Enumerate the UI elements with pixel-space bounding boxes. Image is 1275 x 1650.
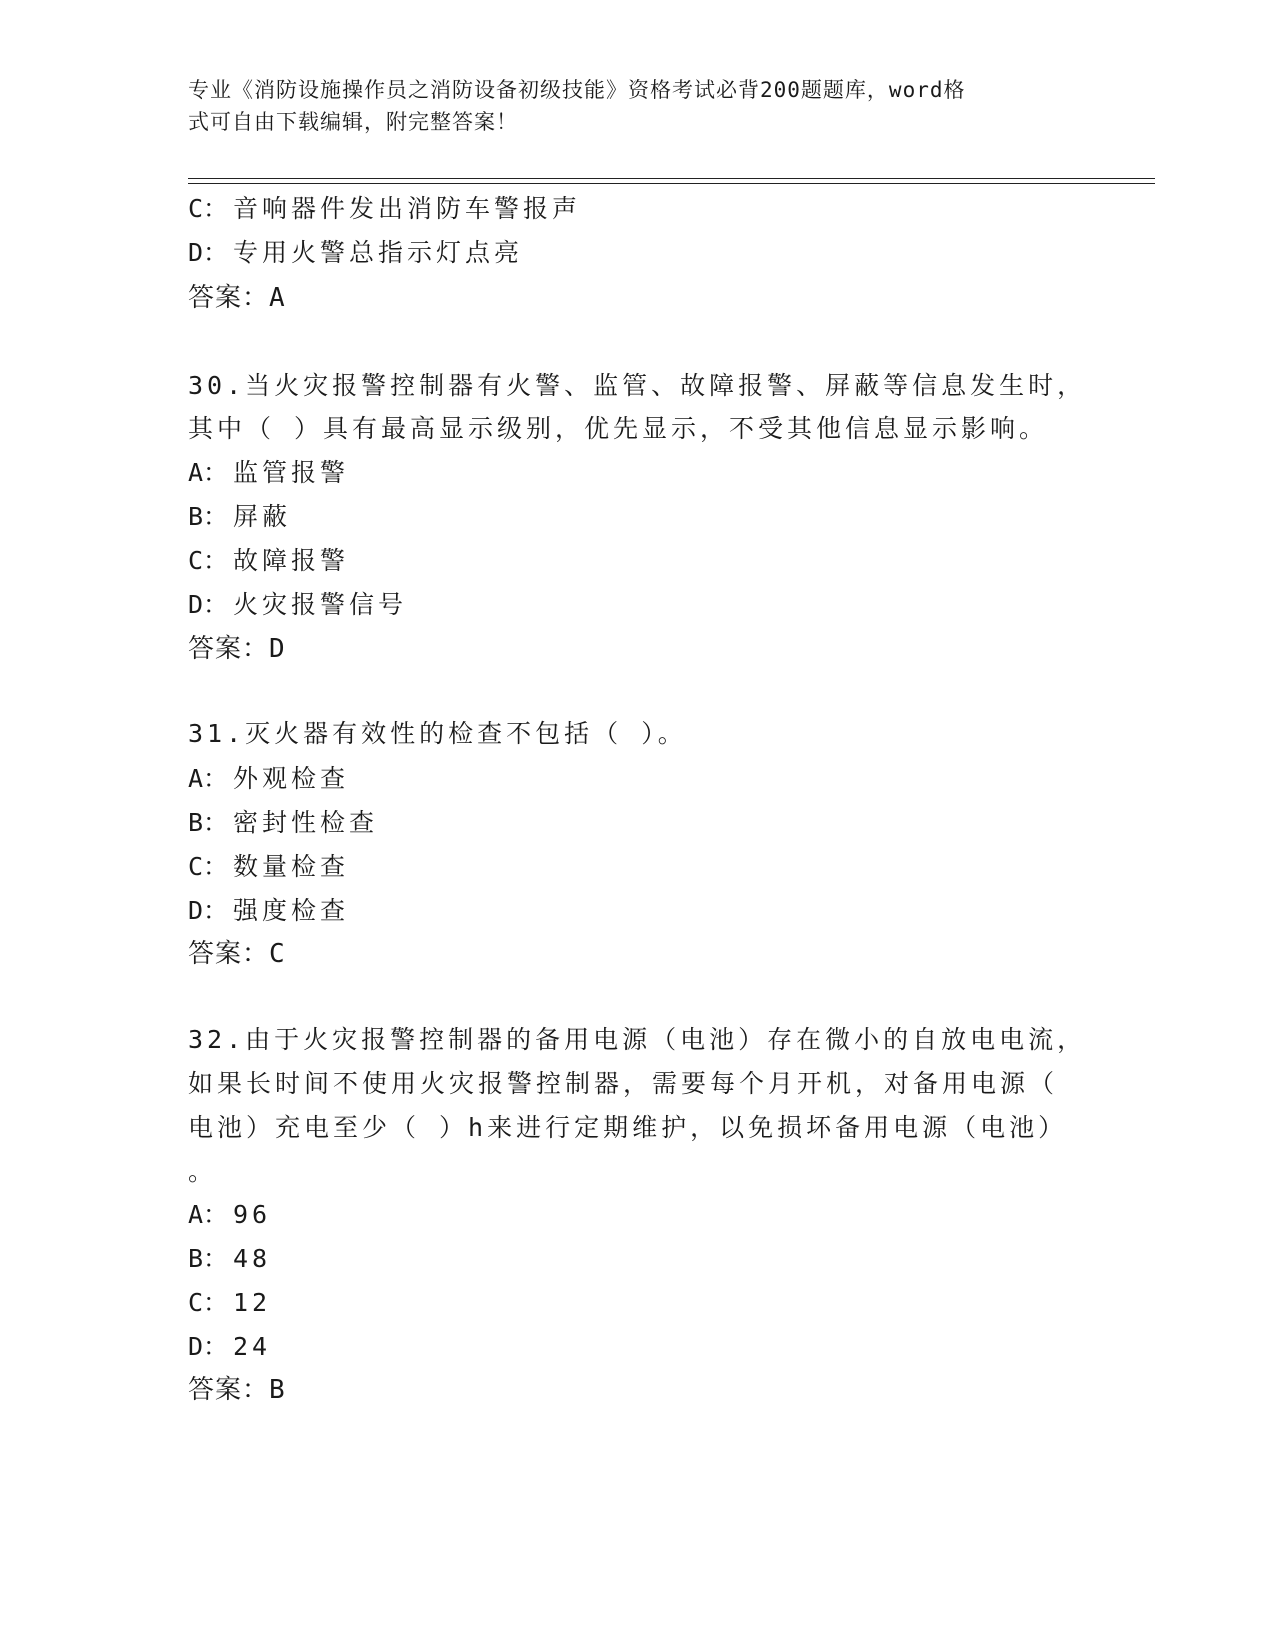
q31-option-c <box>188 852 349 882</box>
q30-stem-line-1: 30.当火灾报警控制器有火警、监管、故障报警、屏蔽等信息发生时， <box>188 371 1087 400</box>
answer-value: C <box>269 939 286 969</box>
q32-option-d <box>188 1332 271 1362</box>
option-text: 数量检查 <box>233 852 350 881</box>
header-line-1: 专业《消防设施操作员之消防设备初级技能》资格考试必背200题题库，word格 <box>188 78 966 102</box>
q32-option-b <box>188 1244 271 1274</box>
option-label: D： <box>188 590 229 619</box>
q31-option-d <box>188 896 349 926</box>
header-divider-bottom <box>188 183 1155 184</box>
option-label: C： <box>188 546 229 575</box>
option-label: D： <box>188 238 229 267</box>
option-label: B： <box>188 1244 229 1273</box>
q32-stem-line-1: 32.由于火灾报警控制器的备用电源（电池）存在微小的自放电电流， <box>188 1025 1087 1054</box>
answer-label: 答案： <box>188 283 270 313</box>
q32-answer <box>188 1375 286 1405</box>
option-label: C： <box>188 194 229 223</box>
q29-option-c <box>188 194 581 224</box>
option-label: A： <box>188 458 229 487</box>
q29-answer <box>188 283 286 313</box>
q32-option-a <box>188 1200 271 1230</box>
answer-label: 答案： <box>188 1375 270 1405</box>
answer-value: A <box>269 283 286 313</box>
option-text: 故障报警 <box>233 546 350 575</box>
option-text: 12 <box>233 1288 272 1317</box>
answer-label: 答案： <box>188 939 270 969</box>
q30-option-d <box>188 590 407 620</box>
answer-value: B <box>269 1375 286 1405</box>
q30-option-a <box>188 458 349 488</box>
option-label: B： <box>188 808 229 837</box>
option-text: 外观检查 <box>233 764 350 793</box>
option-label: B： <box>188 502 229 531</box>
option-text: 96 <box>233 1200 272 1229</box>
option-text: 屏蔽 <box>233 502 292 531</box>
q32-stem-line-4: 。 <box>188 1157 218 1186</box>
option-label: A： <box>188 1200 229 1229</box>
option-text: 专用火警总指示灯点亮 <box>233 238 524 267</box>
option-text: 48 <box>233 1244 272 1273</box>
header-divider-top <box>188 178 1155 179</box>
q29-option-d <box>188 238 523 268</box>
q31-option-a <box>188 764 349 794</box>
q30-option-c <box>188 546 349 576</box>
header-line-2: 式可自由下载编辑，附完整答案！ <box>188 110 518 134</box>
q31-answer <box>188 939 286 969</box>
q32-option-c <box>188 1288 271 1318</box>
option-text: 24 <box>233 1332 272 1361</box>
option-text: 火灾报警信号 <box>233 590 408 619</box>
option-text: 监管报警 <box>233 458 350 487</box>
option-label: C： <box>188 1288 229 1317</box>
q32-stem-line-2: 如果长时间不使用火灾报警控制器，需要每个月开机，对备用电源（ <box>188 1069 1059 1098</box>
q30-answer <box>188 634 286 664</box>
q31-stem-line-1: 31.灭火器有效性的检查不包括（ ）。 <box>188 719 687 748</box>
answer-label: 答案： <box>188 634 270 664</box>
q30-stem-line-2: 其中（ ）具有最高显示级别，优先显示，不受其他信息显示影响。 <box>188 414 1049 443</box>
option-label: A： <box>188 764 229 793</box>
option-label: D： <box>188 896 229 925</box>
option-label: C： <box>188 852 229 881</box>
q31-option-b <box>188 808 378 838</box>
option-text: 强度检查 <box>233 896 350 925</box>
option-text: 音响器件发出消防车警报声 <box>233 194 582 223</box>
q30-option-b <box>188 502 291 532</box>
document-header <box>188 74 1068 138</box>
answer-value: D <box>269 634 286 664</box>
q32-stem-line-3: 电池）充电至少（ ）h来进行定期维护，以免损坏备用电源（电池） <box>188 1113 1068 1142</box>
option-text: 密封性检查 <box>233 808 379 837</box>
option-label: D： <box>188 1332 229 1361</box>
